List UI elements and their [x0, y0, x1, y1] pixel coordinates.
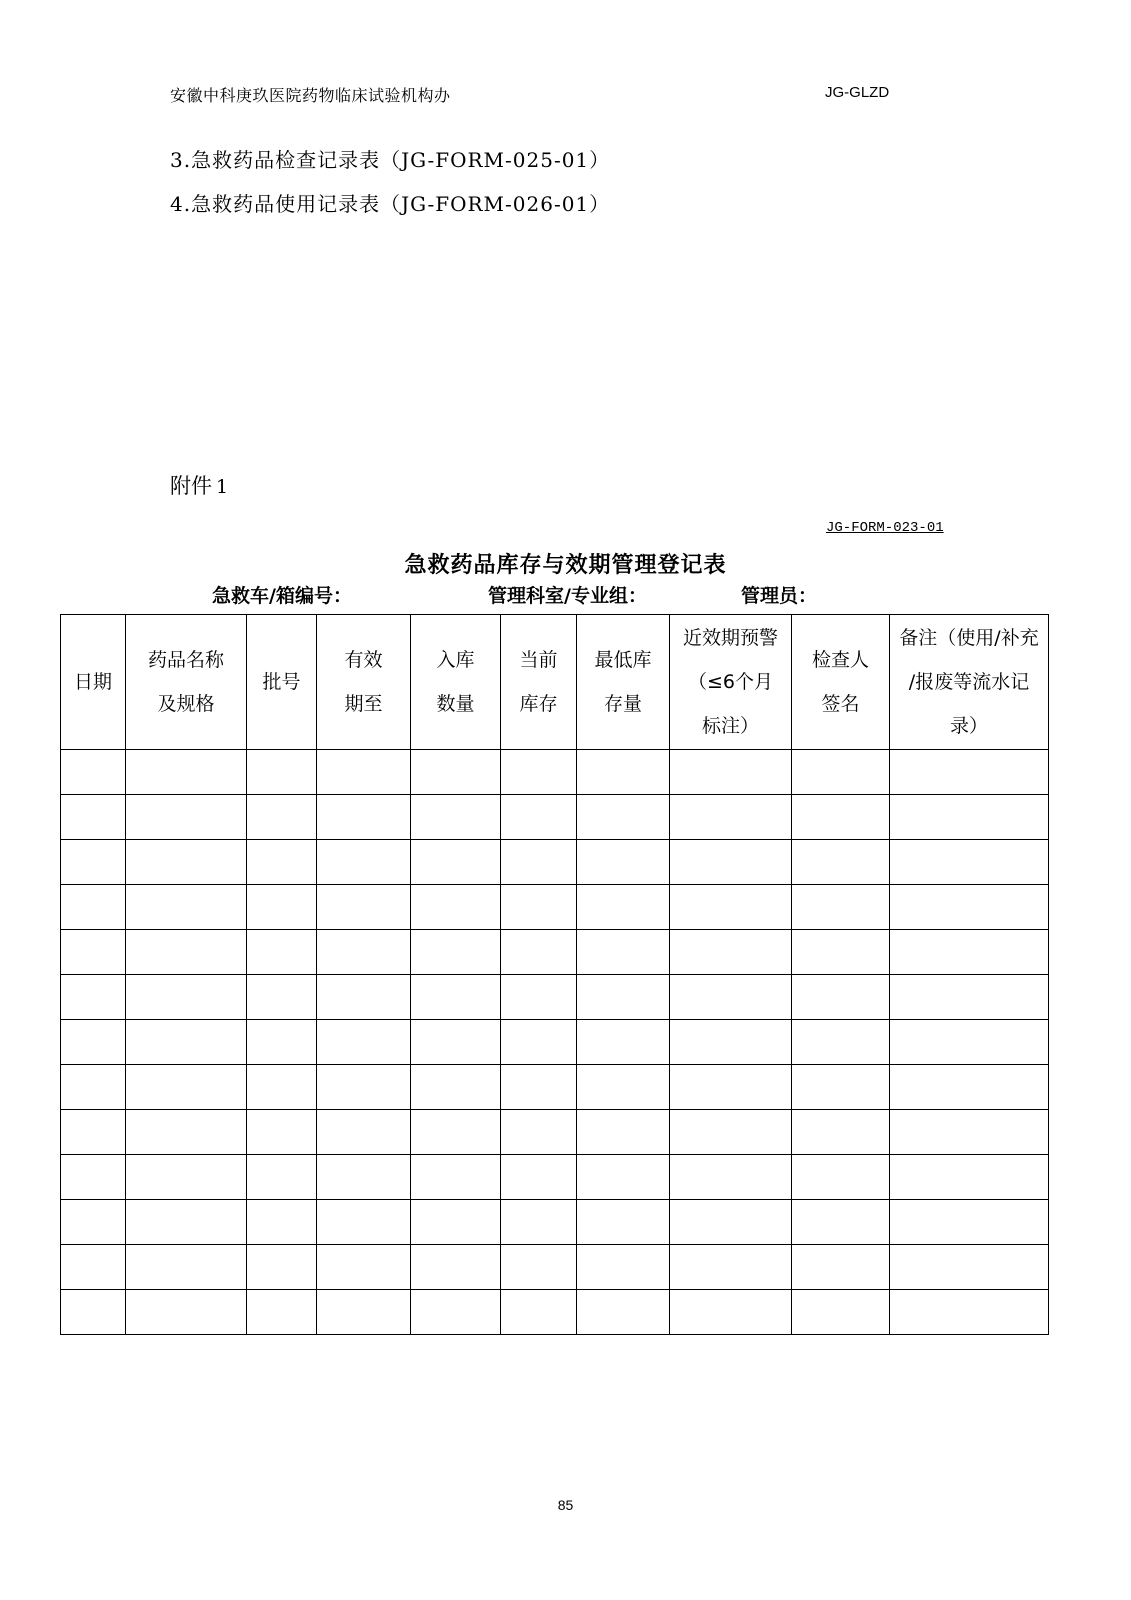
table-cell[interactable] [577, 750, 670, 795]
table-cell[interactable] [317, 795, 411, 840]
table-cell[interactable] [61, 840, 126, 885]
table-cell[interactable] [317, 750, 411, 795]
table-cell[interactable] [61, 1245, 126, 1290]
table-row [61, 1155, 1049, 1200]
column-header-line: 及规格 [157, 693, 215, 715]
table-cell[interactable] [577, 1155, 670, 1200]
table-cell[interactable] [317, 840, 411, 885]
table-cell[interactable] [247, 750, 317, 795]
annex-label: 附件 [170, 474, 212, 498]
table-cell[interactable] [317, 1065, 411, 1110]
column-header [247, 615, 317, 750]
table-cell[interactable] [577, 1065, 670, 1110]
table-cell[interactable] [61, 930, 126, 975]
table-cell[interactable] [411, 975, 501, 1020]
table-cell[interactable] [792, 840, 890, 885]
table-cell[interactable] [126, 750, 247, 795]
table-cell[interactable] [890, 795, 1049, 840]
table-cell[interactable] [247, 840, 317, 885]
table-cell[interactable] [317, 1020, 411, 1065]
table-cell[interactable] [61, 1110, 126, 1155]
table-cell[interactable] [126, 1155, 247, 1200]
table-cell[interactable] [501, 930, 577, 975]
table-cell[interactable] [411, 1110, 501, 1155]
table-cell[interactable] [247, 1290, 317, 1335]
form-code: JG-FORM-023-01 [826, 520, 944, 536]
table-cell[interactable] [501, 1200, 577, 1245]
table-cell[interactable] [577, 1110, 670, 1155]
table-cell[interactable] [317, 1155, 411, 1200]
table-cell[interactable] [792, 750, 890, 795]
annex-number: 1 [216, 476, 229, 498]
table-cell[interactable] [792, 1245, 890, 1290]
table-cell[interactable] [126, 1200, 247, 1245]
table-cell[interactable] [126, 795, 247, 840]
table-cell[interactable] [501, 1155, 577, 1200]
table-row [61, 1290, 1049, 1335]
header-document-code: JG-GLZD [825, 84, 890, 101]
table-cell[interactable] [126, 1065, 247, 1110]
column-header-line: 存量 [603, 693, 642, 715]
column-header-line: 有效 [344, 649, 383, 671]
table-cell[interactable] [792, 1110, 890, 1155]
table-cell[interactable] [501, 885, 577, 930]
table-row [61, 1020, 1049, 1065]
column-header-line: 签名 [821, 693, 860, 715]
column-header-line: 数量 [436, 693, 475, 715]
column-header-line: 检查人 [811, 649, 869, 671]
table-cell[interactable] [577, 1290, 670, 1335]
table-cell[interactable] [890, 1110, 1049, 1155]
table-cell[interactable] [247, 885, 317, 930]
table-cell[interactable] [126, 1245, 247, 1290]
column-header-line: 入库 [436, 649, 475, 671]
column-header [792, 615, 890, 750]
table-cell[interactable] [792, 930, 890, 975]
column-header-line: 批号 [262, 671, 301, 693]
table-body [61, 750, 1049, 1335]
table-cell[interactable] [890, 1200, 1049, 1245]
table-cell[interactable] [670, 975, 792, 1020]
table-cell[interactable] [501, 1110, 577, 1155]
table-cell[interactable] [792, 1155, 890, 1200]
column-header [670, 615, 792, 750]
table-cell[interactable] [411, 885, 501, 930]
table-row [61, 1065, 1049, 1110]
column-header-line: 药品名称 [147, 649, 224, 671]
table-cell[interactable] [501, 840, 577, 885]
table-cell[interactable] [61, 795, 126, 840]
column-header-line: 当前 [519, 649, 558, 671]
list-item: 4.急救药品使用记录表（JG-FORM-026-01） [170, 192, 611, 216]
table-cell[interactable] [577, 795, 670, 840]
table-cell[interactable] [670, 1155, 792, 1200]
table-cell[interactable] [501, 1290, 577, 1335]
table-cell[interactable] [670, 750, 792, 795]
table-cell[interactable] [126, 1290, 247, 1335]
table-cell[interactable] [890, 1155, 1049, 1200]
table-cell[interactable] [890, 1020, 1049, 1065]
table-cell[interactable] [411, 750, 501, 795]
table-cell[interactable] [670, 1200, 792, 1245]
table-cell[interactable] [247, 930, 317, 975]
column-header-line: （≤6个月 [687, 671, 773, 693]
field-manager: 管理员： [741, 585, 818, 607]
table-cell[interactable] [317, 1290, 411, 1335]
table-cell[interactable] [670, 840, 792, 885]
table-cell[interactable] [890, 750, 1049, 795]
table-cell[interactable] [501, 975, 577, 1020]
table-cell[interactable] [792, 1065, 890, 1110]
table-cell[interactable] [411, 1200, 501, 1245]
table-cell[interactable] [247, 1020, 317, 1065]
table-cell[interactable] [247, 1245, 317, 1290]
table-cell[interactable] [890, 930, 1049, 975]
table-cell[interactable] [61, 885, 126, 930]
table-row [61, 930, 1049, 975]
table-cell[interactable] [411, 840, 501, 885]
table-cell[interactable] [792, 1020, 890, 1065]
table-cell[interactable] [670, 1245, 792, 1290]
table-cell[interactable] [890, 975, 1049, 1020]
table-row [61, 840, 1049, 885]
table-cell[interactable] [61, 975, 126, 1020]
table-cell[interactable] [577, 840, 670, 885]
table-cell[interactable] [501, 750, 577, 795]
table-cell[interactable] [792, 1290, 890, 1335]
table-cell[interactable] [890, 1290, 1049, 1335]
table-row [61, 795, 1049, 840]
table-cell[interactable] [411, 795, 501, 840]
table-cell[interactable] [577, 885, 670, 930]
table-cell[interactable] [577, 930, 670, 975]
register-table [60, 614, 1049, 1335]
header-organization: 安徽中科庚玖医院药物临床试验机构办 [170, 86, 451, 105]
column-header-line: 录） [949, 715, 988, 737]
column-header [577, 615, 670, 750]
table-cell[interactable] [61, 750, 126, 795]
table-cell[interactable] [247, 1065, 317, 1110]
column-header [126, 615, 247, 750]
table-cell[interactable] [577, 1245, 670, 1290]
table-row [61, 1200, 1049, 1245]
table-cell[interactable] [411, 1065, 501, 1110]
column-header [501, 615, 577, 750]
table-cell[interactable] [126, 930, 247, 975]
table-cell[interactable] [501, 1020, 577, 1065]
table-cell[interactable] [61, 1200, 126, 1245]
table-row [61, 1110, 1049, 1155]
table-cell[interactable] [247, 1155, 317, 1200]
table-cell[interactable] [247, 975, 317, 1020]
column-header-line: 日期 [73, 671, 112, 693]
table-cell[interactable] [577, 975, 670, 1020]
table-cell[interactable] [317, 1110, 411, 1155]
table-cell[interactable] [317, 1245, 411, 1290]
column-header-line: 近效期预警 [682, 627, 778, 649]
column-header [411, 615, 501, 750]
table-cell[interactable] [247, 795, 317, 840]
table-cell[interactable] [126, 885, 247, 930]
table-cell[interactable] [670, 885, 792, 930]
column-header [317, 615, 411, 750]
column-header-line: 备注（使用/补充 [899, 627, 1039, 649]
table-cell[interactable] [411, 1020, 501, 1065]
table-cell[interactable] [501, 795, 577, 840]
column-header-line: 最低库 [594, 649, 652, 671]
table-cell[interactable] [670, 795, 792, 840]
table-cell[interactable] [411, 930, 501, 975]
table-cell[interactable] [577, 1020, 670, 1065]
table-row [61, 1245, 1049, 1290]
annex-heading [170, 470, 228, 500]
table-cell[interactable] [126, 840, 247, 885]
table-cell[interactable] [890, 840, 1049, 885]
table-cell[interactable] [501, 1065, 577, 1110]
table-row [61, 885, 1049, 930]
table-cell[interactable] [501, 1245, 577, 1290]
table-cell[interactable] [670, 1110, 792, 1155]
form-title: 急救药品库存与效期管理登记表 [404, 553, 727, 578]
table-cell[interactable] [792, 795, 890, 840]
column-header [890, 615, 1049, 750]
table-cell[interactable] [792, 885, 890, 930]
table-row [61, 975, 1049, 1020]
table-cell[interactable] [317, 930, 411, 975]
table-cell[interactable] [317, 1200, 411, 1245]
table-cell[interactable] [792, 1200, 890, 1245]
table-cell[interactable] [577, 1200, 670, 1245]
table-cell[interactable] [890, 1065, 1049, 1110]
table-cell[interactable] [317, 885, 411, 930]
column-header [61, 615, 126, 750]
column-header-line: 期至 [344, 693, 383, 715]
field-cart-number: 急救车/箱编号： [212, 585, 352, 607]
column-header-line: /报废等流水记 [908, 671, 1030, 693]
table-header-row [61, 615, 1049, 750]
table-cell[interactable] [126, 1020, 247, 1065]
table-cell[interactable] [126, 975, 247, 1020]
table-cell[interactable] [61, 1065, 126, 1110]
list-item: 3.急救药品检查记录表（JG-FORM-025-01） [170, 148, 611, 172]
table-cell[interactable] [411, 1290, 501, 1335]
table-cell[interactable] [247, 1110, 317, 1155]
table-cell[interactable] [247, 1200, 317, 1245]
column-header-line: 标注） [701, 715, 759, 737]
table-cell[interactable] [411, 1245, 501, 1290]
table-cell[interactable] [670, 1290, 792, 1335]
table-row [61, 750, 1049, 795]
column-header-line: 库存 [519, 693, 558, 715]
attachment-list [170, 144, 610, 232]
table-cell[interactable] [670, 1065, 792, 1110]
table-cell[interactable] [670, 930, 792, 975]
table-cell[interactable] [61, 1290, 126, 1335]
table-cell[interactable] [792, 975, 890, 1020]
table-cell[interactable] [890, 885, 1049, 930]
table-cell[interactable] [126, 1110, 247, 1155]
table-cell[interactable] [670, 1020, 792, 1065]
table-cell[interactable] [890, 1245, 1049, 1290]
table-cell[interactable] [411, 1155, 501, 1200]
table-cell[interactable] [61, 1020, 126, 1065]
page-number: 85 [557, 1497, 574, 1513]
field-department: 管理科室/专业组： [488, 585, 647, 607]
table-cell[interactable] [317, 975, 411, 1020]
table-cell[interactable] [61, 1155, 126, 1200]
